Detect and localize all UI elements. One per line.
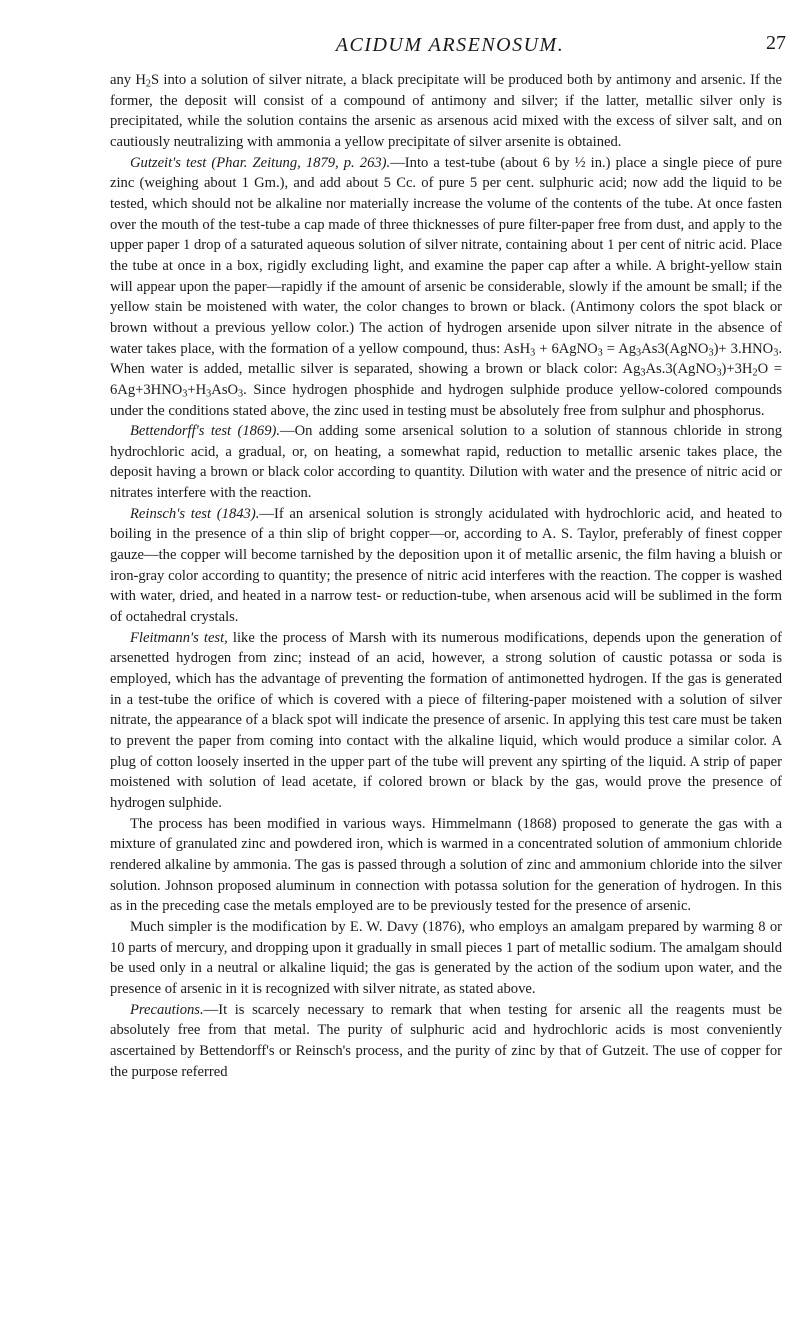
text-run: AsO	[211, 381, 239, 398]
test-title: Fleitmann's test,	[130, 629, 228, 646]
formula-subscript: 3	[182, 388, 188, 400]
running-head: ACIDUM ARSENOSUM.	[335, 34, 565, 56]
text-run: S into a solution of silver nitrate, a black precipitate will be produced both by antimony and arsenic. If the former, the deposit will consist of a compound of antimony and silver; if the latter, metallic silver only is precipitated, while the solution contains the arsenic as arsenous acid mixed with the excess of silver salt, and on cautiously neutralizing with ammonia a yellow precipitate of silver arsenite is obtained.	[110, 72, 782, 150]
paragraph	[110, 504, 782, 628]
text-run: O = 6Ag+3HNO	[110, 361, 783, 398]
text-run: )+ 3.HNO	[713, 340, 774, 357]
test-title: Bettendorff's test (1869).	[130, 423, 281, 440]
paragraph	[110, 70, 782, 153]
test-title: Gutzeit's test (Phar. Zeitung, 1879, p. 263).	[130, 154, 391, 171]
text-run: —It is scarcely necessary to remark that when testing for arsenic all the reagents must be absolutely free from that metal. The purity of sulphuric acid and hydrochloric acids is most conveniently ascertained by Bettendorff's or Reinsch's process, and the purity of zinc by that of Gutzeit. The use of copper for the purpose referred	[110, 1001, 782, 1080]
text-run: +H	[187, 381, 207, 398]
formula-subscript: 3	[708, 347, 714, 359]
formula-subscript: 3	[530, 347, 536, 359]
formula-subscript: 3	[716, 367, 722, 379]
text-run: As.3(AgNO	[645, 361, 717, 378]
text-run: . Since hydrogen phosphide and hydrogen sulphide produce yellow-colored compounds under the conditions stated above, the zinc used in testing must be absolutely free from sulphur and phosphorus.	[110, 381, 782, 419]
formula-subscript: 3	[206, 388, 212, 400]
formula-subscript: 3	[238, 388, 244, 400]
test-title: Precautions.	[130, 1001, 204, 1018]
paragraph	[110, 628, 782, 814]
formula-subscript: 3	[597, 347, 603, 359]
text-run: —Into a test-tube (about 6 by ½ in.) place a single piece of pure zinc (weighing about 1 Gm.), and add about 5 Cc. of pure 5 per cent. sulphuric acid; now add the liquid to be tested, which should not be alkaline nor materially increase the volume of the contents of the tube. At once fasten over the mouth of the test-tube a cap made of three thicknesses of pure filter-paper free from dust, and apply to the upper paper 1 drop of a saturated aqueous solution of silver nitrate, containing about 1 per cent of nitric acid. Place the tube at once in a box, rigidly excluding light, and examine the paper cap after a while. A bright-yellow stain will appear upon the paper—rapidly if the amount of arsenic be considerable, slowly if the amount be small; if the yellow stain be moistened with water, the color changes to brown or black. (Antimony colors the spot black or brown without a previous yellow color.) The action of hydrogen arsenide upon silver nitrate in the absence of water takes place, with the formation of a yellow compound, thus: AsH	[110, 154, 782, 357]
text-run: The process has been modified in various ways. Himmelmann (1868) proposed to generate the gas with a mixture of granulated zinc and powdered iron, which is warmed in a concentrated solution of ammonium chloride rendered alkaline by ammonia. The gas is passed through a solution of zinc and ammonium chloride into the silver solution. Johnson proposed aluminum in connection with potassa solution for the generation of hydrogen. In this as in the preceding case the metals employed are to be previously tested for the presence of arsenic.	[110, 815, 782, 915]
text-run: + 6AgNO	[535, 340, 598, 357]
text-run: like the process of Marsh with its numerous modifications, depends upon the generation of arsenetted hydrogen from zinc; instead of an acid, however, a strong solution of caustic potassa or soda is employed, which has the advantage of preventing the formation of antimonetted hydrogen. If the gas is generated in a test-tube the orifice of which is covered with a piece of filtering-paper moistened with a solution of silver nitrate, the appearance of a black spot will indicate the presence of arsenic. In applying this test care must be taken to prevent the paper from coming into contact with the alkaline liquid, which would produce a similar color. A plug of cotton loosely inserted in the upper part of the tube will prevent any spirting of the liquid. A strip of paper moistened with solution of lead acetate, if colored brown or black by the gas, would prove the presence of hydrogen sulphide.	[110, 629, 782, 811]
text-run: . When water is added, metallic silver is separated, showing a brown or black color: Ag	[110, 340, 782, 378]
paragraph	[110, 917, 782, 1000]
text-run: As3(AgNO	[641, 340, 709, 357]
page-number: 27	[766, 32, 786, 54]
paragraph	[110, 814, 782, 917]
paragraph	[110, 153, 782, 422]
text-run: )+3H	[721, 361, 753, 378]
formula-subscript: 3	[636, 347, 642, 359]
text-run: —If an arsenical solution is strongly acidulated with hydrochloric acid, and heated to boiling in the presence of a thin slip of bright copper—or, according to A. S. Taylor, preferably of finest copper gauze—the copper will become tarnished by the deposition upon it of metallic arsenic, the film having a bluish or iron-gray color according to quantity; the presence of nitric acid interferes with the reaction. The copper is washed with water, dried, and heated in a narrow test- or reduction-tube, when arsenous acid will be sublimed in the form of octahedral crystals.	[110, 505, 782, 626]
text-run: Much simpler is the modification by E. W. Davy (1876), who employs an amalgam prepared by warming 8 or 10 parts of mercury, and dropping upon it gradually in small pieces 1 part of metallic sodium. The amalgam should be used only in a neutral or alkaline liquid; the gas is generated by the action of the sodium upon water, and the presence of arsenic in it is recognized with silver nitrate, as stated above.	[110, 918, 782, 997]
paragraph	[110, 421, 782, 504]
test-title: Reinsch's test (1843).	[130, 505, 260, 522]
formula-subscript: 2	[752, 367, 758, 379]
text-run: any H	[110, 72, 146, 88]
paragraph	[110, 1000, 782, 1083]
body-text	[110, 70, 782, 1082]
text-run: = Ag	[602, 340, 637, 357]
formula-subscript: 3	[773, 347, 779, 359]
formula-subscript: 2	[145, 78, 152, 90]
formula-subscript: 3	[640, 367, 646, 379]
text-run: —On adding some arsenical solution to a solution of stannous chloride in strong hydrochloric acid, a gradual, or, on heating, a somewhat rapid, reduction to metallic arsenic takes place, the deposit having a brown or black color according to quantity. Dilution with water and the presence of nitric acid or nitrates interfere with the reaction.	[110, 423, 782, 502]
